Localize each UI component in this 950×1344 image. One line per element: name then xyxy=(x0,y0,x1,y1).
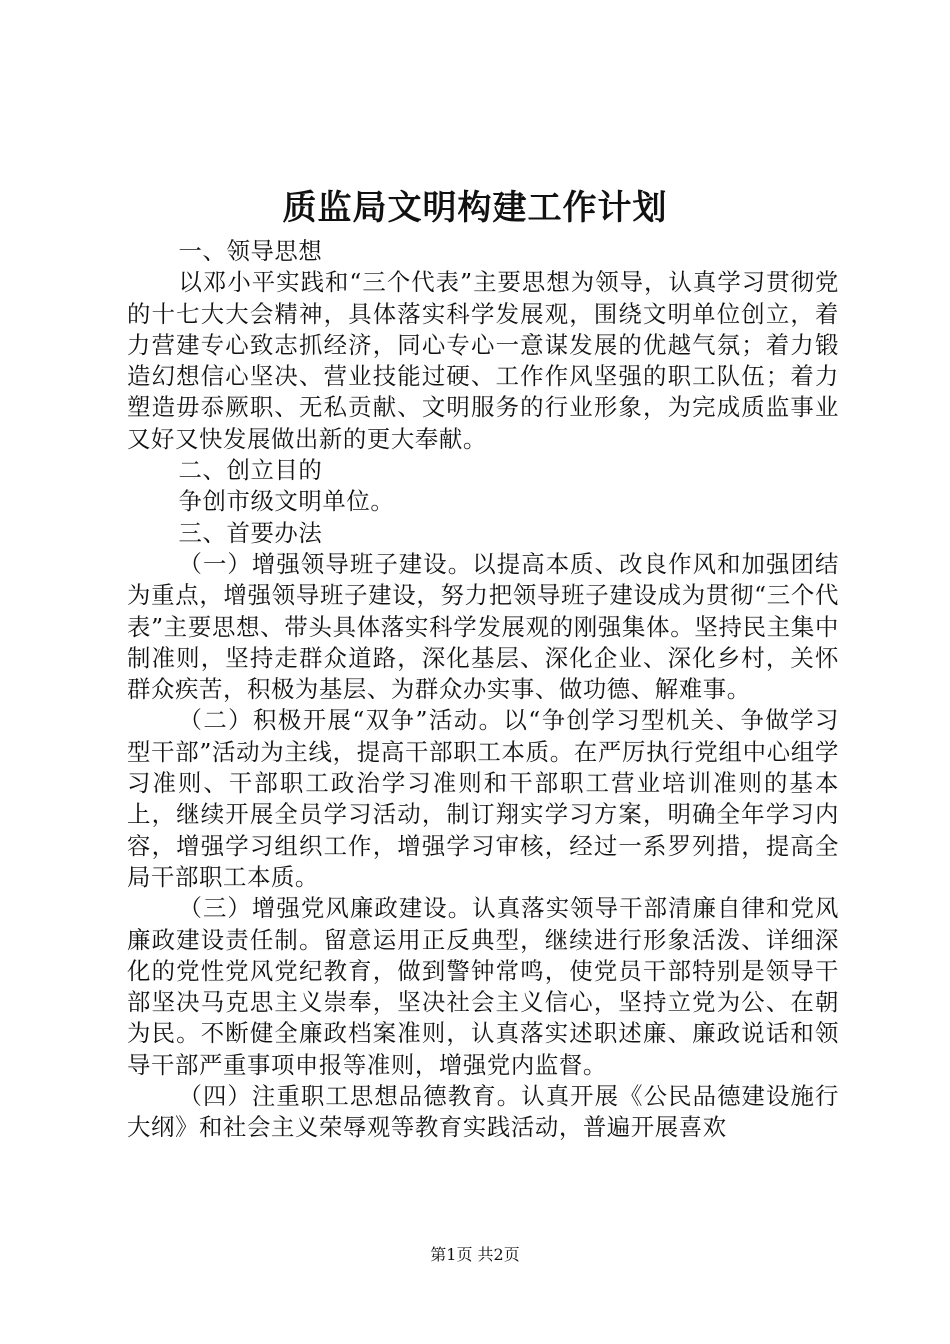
section-heading: 三、首要办法 xyxy=(178,518,323,547)
body-paragraph: （三）增强党风廉政建设。认真落实领导干部清廉自律和党风廉政建设责任制。留意运用正反典型，继续进行形象活泼、详细深化的党性党风党纪教育，做到警钟常鸣，使党员干部特别是领导干部坚决马克思主义崇奉，坚决社会主义信心，坚持立党为公、在朝为民。不断健全廉政档案准则，认真落实述职述廉、廉政说话和领导干部严重事项申报等准则，增强党内监督。 xyxy=(127,894,839,1079)
page-footer: 第1页 共2页 xyxy=(430,1245,520,1264)
body-paragraph: 以邓小平实践和“三个代表”主要思想为领导，认真学习贯彻党的十七大大会精神，具体落实科学发展观，围绕文明单位创立，着力营建专心致志抓经济，同心专心一意谋发展的优越气氛；着力锻造幻想信心坚决、营业技能过硬、工作作风坚强的职工队伍；着力塑造毋忝厥职、无私贡献、文明服务的行业形象，为完成质监事业又好又快发展做出新的更大奉献。 xyxy=(127,268,839,453)
body-paragraph: （二）积极开展“双争”活动。以“争创学习型机关、争做学习型干部”活动为主线，提高干部职工本质。在严厉执行党组中心组学习准则、干部职工政治学习准则和干部职工营业培训准则的基本上，继续开展全员学习活动，制订翔实学习方案，明确全年学习内容，增强学习组织工作，增强学习审核，经过一系罗列措，提高全局干部职工本质。 xyxy=(127,706,839,891)
body-paragraph: 争创市级文明单位。 xyxy=(178,487,395,516)
body-paragraph: （一）增强领导班子建设。以提高本质、改良作风和加强团结为重点，增强领导班子建设，努力把领导班子建设成为贯彻“三个代表”主要思想、带头具体落实科学发展观的刚强集体。坚持民主集中制准则，坚持走群众道路，深化基层、深化企业、深化乡村，关怀群众疾苦，积极为基层、为群众办实事、做功德、解难事。 xyxy=(127,549,839,704)
section-heading: 一、领导思想 xyxy=(178,237,323,265)
document-body xyxy=(127,236,839,1144)
document-title: 质监局文明构建工作计划 xyxy=(282,188,668,228)
section-heading: 二、创立目的 xyxy=(178,456,323,485)
body-paragraph: （四）注重职工思想品德教育。认真开展《公民品德建设施行大纲》和社会主义荣辱观等教育实践活动，普遍开展喜欢 xyxy=(127,1082,839,1142)
